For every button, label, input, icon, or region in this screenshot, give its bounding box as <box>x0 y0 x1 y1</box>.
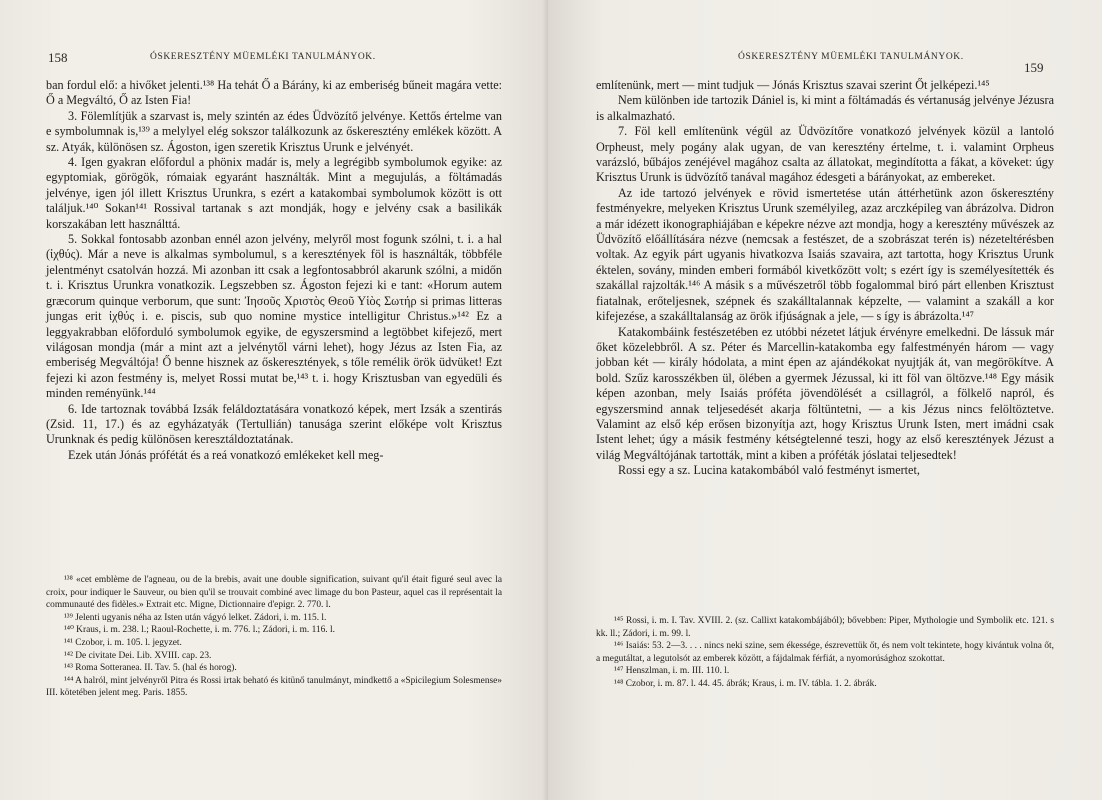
footnote: ¹⁴⁵ Rossi, i. m. I. Tav. XVIII. 2. (sz. Callixt katakombájából); bővebben: Piper, Mythologie und Symbolik etc. 121. s kk. ll.; Zádori, i. m. 99. l. <box>596 616 1054 639</box>
body-text <box>46 78 502 463</box>
footnotes <box>596 615 1054 691</box>
running-head: ÓSKERESZTÉNY MÜEMLÉKI TANULMÁNYOK. <box>150 52 376 62</box>
paragraph: 5. Sokkal fontosabb azonban ennél azon jelvény, melyről most fogunk szólni, t. i. a hal (ἰχθύς). Már a neve is alkalmas symbolumul, s a keresztények föl is használták, többféle jelentményt csatolván hozzá. Mi azonban itt csak a legfontosabbról akarunk szólni, a midőn t. i. Krisztus Urunkra vonatkozik. Legszebben sz. Ágoston fejezi ki e tant: «Horum autem græcorum quinque verborum, que sunt: Ἰησοῦς Χριστὸς Θεοῦ Υἱὸς Σωτήρ si primas litteras jungas erit ἰχθύς i. e. piscis, sub quo nomine mystice intelligitur Christus.»¹⁴² Ez a leggyakrabban előforduló symbolumok egyike, de egyszersmind a legtöbbet kifejező, mert világosan mondja (már a mint azt a jelvénytől várni lehet), hogy Jézus az Isten Fia, az emberiség Megváltója! Ő benne hisznek az őskeresztények, s tőle remélik örök üdvüket! Ezt fejezi ki azon festmény is, melyet Rossi mutat be,¹⁴³ t. i. hogy Krisztusban van egyedüli és minden reményünk.¹⁴⁴ <box>46 232 502 401</box>
footnote: ¹⁴⁷ Henszlman, i. m. III. 110. l. <box>614 666 730 677</box>
footnote: ¹⁴³ Roma Sotteranea. II. Tav. 5. (hal és horog). <box>64 663 237 674</box>
paragraph: 6. Ide tartoznak továbbá Izsák feláldoztatására vonatkozó képek, mert Izsák a szentirás (Zsid. 11, 17.) és az egyházatyák (Tertullián) tanusága szerint előképe volt Krisztus Urunknak és pedig különösen keresztáldoztatának. <box>46 401 502 447</box>
paragraph: Katakombáink festészetében ez utóbbi nézetet látjuk érvényre emelkedni. De lássuk már őket közelebbről. A sz. Péter és Marcellin-katakomba egy falfestményén három — vagy jobban két — király hódolata, a mint épen az ajándékokat nyujtják át, van megörökítve. A bold. Szűz karosszékben ül, ölében a gyermek Jézussal, ki itt föl van öltözve.¹⁴⁸ Egy másik képen azonban, mely Isaiás próféta jövendölését a csillagról, a fölkelő napról, és egyszersmind annak teljesedését akarja föltüntetni, — a kis Jézus nincs felöltöztetve. Valamint az első kép erősen bizonyítja azt, hogy Krisztus Urunk Isten, mert imádni csak Istent lehet; úgy a másik festmény kétségtelenné teszi, hogy az első keresztények Jézust a világ Megváltójának tartották, mint a kiben a próféták jóslatai teljesedtek! <box>596 324 1054 462</box>
paragraph: említenünk, mert — mint tudjuk — Jónás Krisztus szavai szerint Őt jelképezi.¹⁴⁵ <box>596 78 990 92</box>
footnote: ¹³⁹ Jelenti ugyanis néha az Isten után vágyó lelket. Zádori, i. m. 115. l. <box>64 612 327 623</box>
paragraph: ban fordul elő: a hivőket jelenti.¹³⁸ Ha tehát Ő a Bárány, ki az emberiség bűneit magára vette: Ő a Megváltó, Ő az Isten Fia! <box>46 78 502 108</box>
paragraph: Az ide tartozó jelvények e rövid ismertetése után áttérhetünk azon őskeresztény festményekre, melyeken Krisztus Urunk személyileg, azaz arczképileg van ábrázolva. Didron a már idézett ikonographiájában e képekre nézve azt mondja, hogy a keresztény művészek az Üdvözítő előállítására nézve (nemcsak a festészet, de a szobrászat terén is) nézeteltérésben voltak. Az egyik párt ugyanis hivatkozva Isaiás szavaira, azt tartotta, hogy Krisztus Urunk éktelen, sovány, minden emberi formából kivetkőzött volt; s ezért így is személyesítették és szakállal rajzolták.¹⁴⁶ A másik s a művészetről több fogalommal biró párt ellenben Krisztust fiatalnak, erőteljesnek, szépnek és szakálltalannak képzelte, — valamint a szakáll a kor kifejezése, a szakálltalanság az örök ifjúságnak a jele, — s így is ábrázolta.¹⁴⁷ <box>596 185 1054 324</box>
footnote: ¹⁴² De civitate Dei. Lib. XVIII. cap. 23. <box>64 650 212 661</box>
body-text <box>596 78 1054 479</box>
running-head: ÓSKERESZTÉNY MÜEMLÉKI TANULMÁNYOK. <box>738 52 964 62</box>
paragraph: Nem különben ide tartozik Dániel is, ki mint a föltámadás és vértanuság jelvénye Jézusra is alkalmazható. <box>596 93 1054 123</box>
footnote: ¹⁴⁶ Isaiás: 53. 2—3. . . . nincs neki szine, sem ékessége, észrevettük őt, és nem volt tekintete, hogy kivántuk volna őt, a megutáltat, a legutolsót az emberek között, a fájdalmak férfiát, a nyomorúsághoz szokottat. <box>596 641 1054 664</box>
page-number: 158 <box>48 50 68 65</box>
left-page <box>0 0 548 800</box>
footnote: ¹⁴⁴ A halról, mint jelvényről Pitra és Rossi irtak beható és kitünő tanulmányt, mindkettő a «Spicilegium Solesmense» III. kötetében jelent meg. Paris. 1855. <box>46 675 502 699</box>
footnotes <box>46 574 502 700</box>
paragraph: Ezek után Jónás prófétát és a reá vonatkozó emlékeket kell meg- <box>68 447 384 462</box>
footnote: ¹⁴⁰ Kraus, i. m. 238. l.; Raoul-Rochette, i. m. 776. l.; Zádori, i. m. 116. l. <box>64 625 335 636</box>
paragraph: 3. Fölemlítjük a szarvast is, mely szintén az édes Üdvözítő jelvénye. Kettős értelme van e symbolumnak is,¹³⁹ a melylyel elég sokszor találkozunk az őskeresztény emlékek között. A sz. Atyák, különösen sz. Ágoston, igen szeretik Krisztus Urunk e jelvényét. <box>46 108 502 154</box>
paragraph: 7. Föl kell említenünk végül az Üdvözítőre vonatkozó jelvények közül a lantoló Orpheust, mely pogány alak ugyan, de van keresztény értelme, t. i. valamint Orpheus varázsló, bűbájos zenéjével magához csalta az állatokat, megindította a fákat, a köveket: úgy Krisztus Urunk is üdvözítő tanával magához édesgeti a bárányokat, az embereket. <box>596 124 1054 185</box>
footnote: ¹³⁸ «cet emblème de l'agneau, ou de la brebis, avait une double signification, suivant qu'il était figuré seul avec la croix, pour indiquer le Sauveur, ou bien qu'il se trouvait combiné avec limage du bon Pasteur, aquel cas il représentait la communauté des fidèles.» Extrait etc. Migne, Dictionnaire d'epigr. 2. 770. l. <box>46 575 502 611</box>
footnote: ¹⁴¹ Czobor, i. m. 105. l. jegyzet. <box>64 637 182 648</box>
right-page <box>548 0 1102 800</box>
paragraph: Rossi egy a sz. Lucina katakombából való festményt ismertet, <box>618 463 920 478</box>
page-number: 159 <box>1024 60 1044 75</box>
paragraph: 4. Igen gyakran előfordul a phönix madár is, mely a legrégibb symbolumok egyike: az egyptomiak, görögök, rómaiak egyaránt használták. Mint a megujulás, a föltámadás jelvénye, igen jól illett Krisztus Urunkra, s ezért a katakombai symbolumok között is ott találjuk.¹⁴⁰ Sokan¹⁴¹ Rossival tartanak s azt mondják, hogy e jelvény csak a basilikák korszakában lett használttá. <box>46 155 502 231</box>
footnote: ¹⁴⁸ Czobor, i. m. 87. l. 44. 45. ábrák; Kraus, i. m. IV. tábla. 1. 2. ábrák. <box>614 678 877 689</box>
